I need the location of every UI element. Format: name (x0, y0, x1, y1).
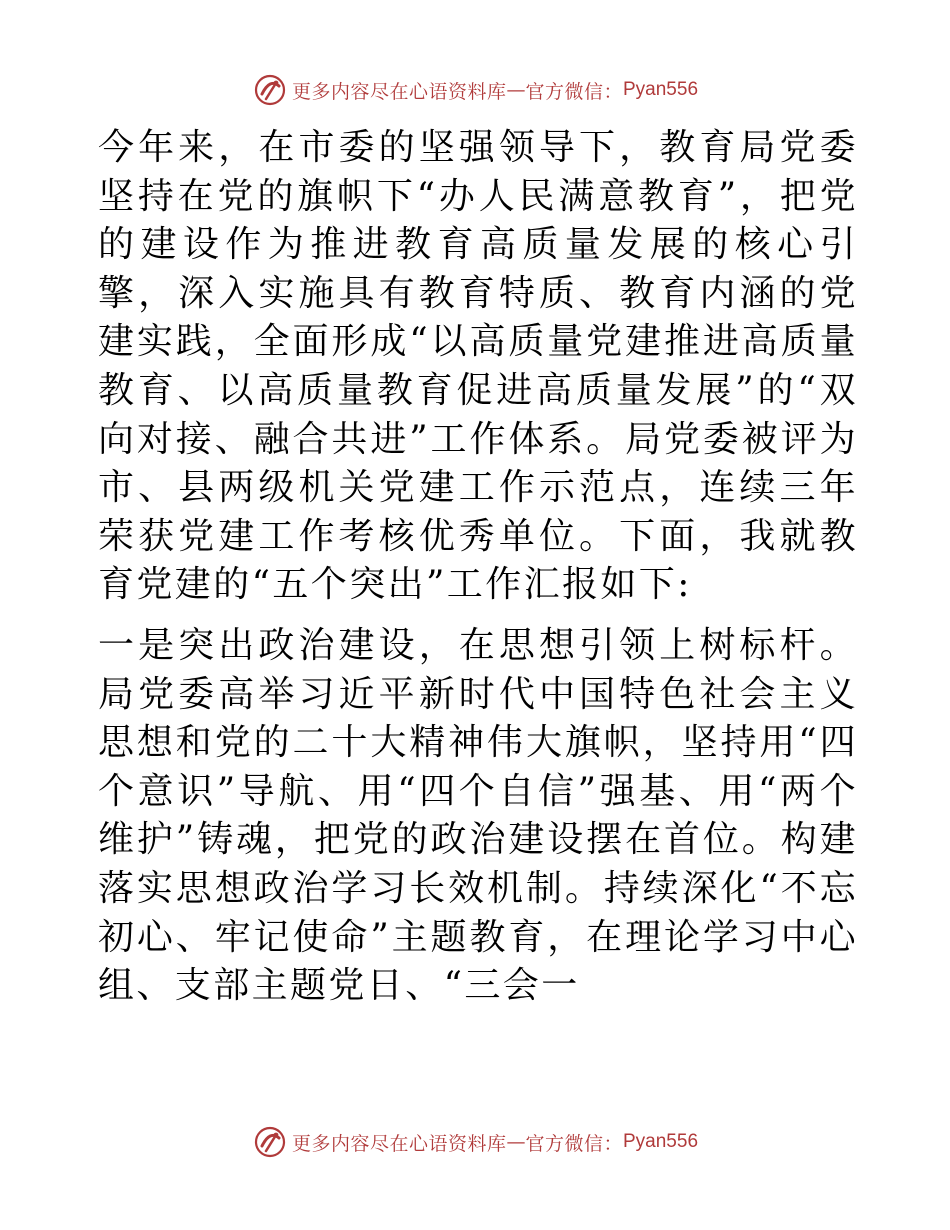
brand-logo-icon (252, 72, 288, 108)
footer-watermark (0, 1122, 950, 1162)
document-body (98, 124, 858, 1011)
watermark-wechat-id: Pyan556 (623, 1131, 699, 1152)
paragraph-political-building: 一是突出政治建设，在思想引领上树标杆。局党委高举习近平新时代中国特色社会主义思想和党的二十大精神伟大旗帜，坚持用“四个意识”导航、用“四个自信”强基、用“两个维护”铸魂，把党的政治建设摆在首位。构建落实思想政治学习长效机制。持续深化“不忘初心、牢记使命”主题教育，在理论学习中心组、支部主题党日、“三会一 (98, 624, 858, 1007)
watermark-wechat-label: 官方微信： (525, 80, 623, 103)
header-watermark (0, 70, 950, 110)
watermark-separator: — (506, 1131, 526, 1153)
watermark-separator: — (506, 79, 526, 101)
watermark-wechat-id: Pyan556 (623, 79, 699, 100)
watermark-wechat-label: 官方微信： (525, 1132, 623, 1155)
brand-logo-icon (252, 1124, 288, 1160)
paragraph-intro: 今年来，在市委的坚强领导下，教育局党委坚持在党的旗帜下“办人民满意教育”，把党的建设作为推进教育高质量发展的核心引擎，深入实施具有教育特质、教育内涵的党建实践，全面形成“以高质量党建推进高质量教育、以高质量教育促进高质量发展”的“双向对接、融合共进”工作体系。局党委被评为市、县两级机关党建工作示范点，连续三年荣获党建工作考核优秀单位。下面，我就教育党建的“五个突出”工作汇报如下: (98, 127, 858, 606)
watermark-text: 更多内容尽在心语资料库 (291, 1132, 507, 1155)
watermark-text: 更多内容尽在心语资料库 (291, 80, 507, 103)
